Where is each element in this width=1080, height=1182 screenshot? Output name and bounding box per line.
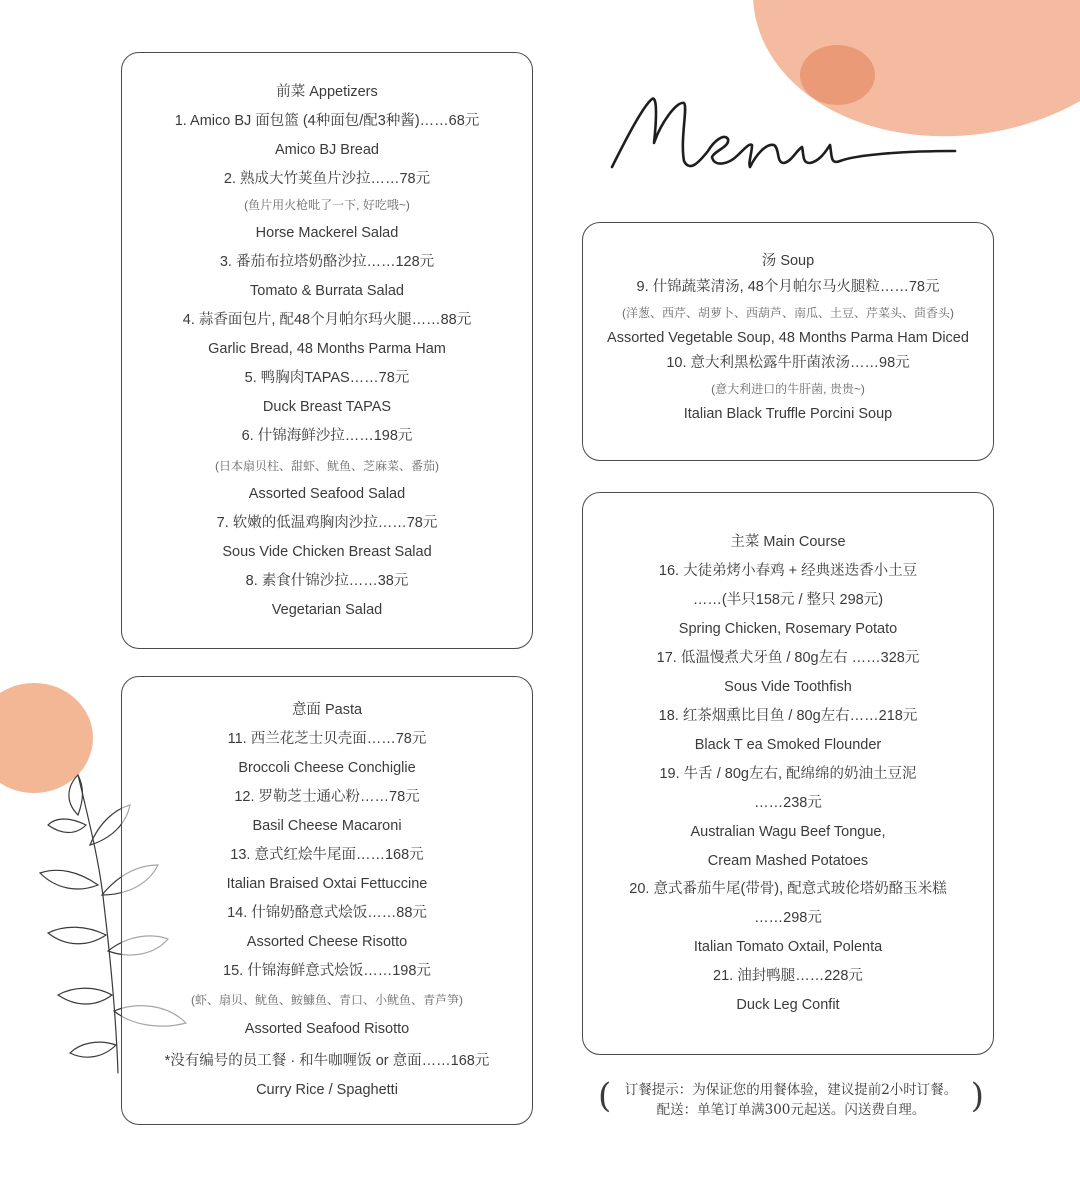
booking-notice [598,1078,984,1122]
soup-heading: 汤 Soup [761,253,815,269]
menu-item: Sous Vide Toothfish [724,679,852,695]
menu-item: 9. 什锦蔬菜清汤, 48个月帕尔马火腿粒……78元 [636,279,940,295]
menu-item: Sous Vide Chicken Breast Salad [222,544,432,560]
menu-item: 13. 意式红烩牛尾面……168元 [230,847,424,863]
menu-item: Basil Cheese Macaroni [252,818,402,834]
right-parenthesis: ) [970,1076,984,1116]
menu-item: Duck Leg Confit [736,997,840,1013]
menu-item: Spring Chicken, Rosemary Potato [678,621,898,637]
main-course-heading: 主菜 Main Course [730,534,846,550]
menu-item: 21. 油封鸭腿……228元 [713,968,863,984]
main-course-card [582,492,994,1055]
menu-item: Italian Braised Oxtai Fettuccine [226,876,428,892]
menu-item: Garlic Bread, 48 Months Parma Ham [208,341,446,357]
menu-item: Italian Black Truffle Porcini Soup [683,406,893,422]
menu-item: 7. 软嫩的低温鸡胸肉沙拉……78元 [216,515,438,531]
menu-note: (意大利进口的牛肝菌, 贵贵~) [711,382,865,396]
menu-item: 12. 罗勒芝士通心粉……78元 [234,789,420,805]
menu-item: 6. 什锦海鲜沙拉……198元 [241,428,413,444]
menu-item: Amico BJ Bread [275,142,379,158]
appetizers-heading: 前菜 Appetizers [276,84,378,100]
menu-item: *没有编号的员工餐 · 和牛咖喱饭 or 意面……168元 [164,1053,490,1069]
menu-item: Assorted Cheese Risotto [246,934,408,950]
menu-item: 11. 西兰花芝士贝壳面……78元 [227,731,427,747]
menu-item: Black T ea Smoked Flounder [694,737,882,753]
menu-item: 2. 熟成大竹荚鱼片沙拉……78元 [223,171,431,187]
menu-item: 10. 意大利黑松露牛肝菌浓汤……98元 [666,355,910,371]
menu-item: Italian Tomato Oxtail, Polenta [693,939,883,955]
menu-item: 14. 什锦奶酪意式烩饭……88元 [227,905,427,921]
menu-item: Vegetarian Salad [271,602,383,618]
booking-tip: 订餐提示：为保证您的用餐体验，建议提前2小时订餐。 [624,1082,958,1098]
menu-item: 16. 大徒弟烤小春鸡 + 经典迷迭香小土豆 [658,563,918,579]
menu-item: 1. Amico BJ 面包篮 (4种面包/配3种酱)……68元 [174,113,480,129]
menu-item: ……298元 [754,910,822,926]
menu-item: Assorted Vegetable Soup, 48 Months Parma Ham Diced [607,330,969,346]
menu-item: 20. 意式番茄牛尾(带骨), 配意式玻伦塔奶酪玉米糕 [629,881,947,897]
menu-item: ……238元 [754,795,822,811]
menu-item: 19. 牛舌 / 80g左右, 配绵绵的奶油土豆泥 [659,766,917,782]
left-parenthesis: ( [598,1076,612,1116]
menu-item: Tomato & Burrata Salad [250,283,404,299]
menu-item: Curry Rice / Spaghetti [256,1082,398,1098]
menu-item: 8. 素食什锦沙拉……38元 [245,573,409,589]
pasta-heading: 意面 Pasta [291,702,363,718]
soup-card [582,222,994,461]
menu-item: ……(半只158元 / 整只 298元) [692,592,884,608]
appetizers-card [121,52,533,649]
menu-note: (日本扇贝柱、甜虾、鱿鱼、芝麻菜、番茄) [215,459,439,473]
menu-note: (鱼片用火枪吡了一下, 好吃哦~) [244,198,410,212]
menu-item: Duck Breast TAPAS [262,399,392,415]
menu-item: Cream Mashed Potatoes [707,853,869,869]
menu-item: Broccoli Cheese Conchiglie [238,760,416,776]
menu-item: 17. 低温慢煮犬牙鱼 / 80g左右 ……328元 [656,650,920,666]
menu-item: Assorted Seafood Risotto [244,1021,410,1037]
pasta-card [121,676,533,1125]
menu-item: 4. 蒜香面包片, 配48个月帕尔玛火腿……88元 [182,312,472,328]
menu-item: Assorted Seafood Salad [248,486,406,502]
menu-note: (虾、扇贝、鱿鱼、鮟鱇鱼、青口、小鱿鱼、青芦笋) [191,993,463,1007]
menu-item: Australian Wagu Beef Tongue, [690,824,886,840]
menu-note: (洋葱、西芹、胡萝卜、西葫芦、南瓜、土豆、芹菜头、茴香头) [622,306,954,320]
menu-item: 15. 什锦海鲜意式烩饭……198元 [223,963,431,979]
menu-item: 3. 番茄布拉塔奶酪沙拉……128元 [219,254,435,270]
menu-item: Horse Mackerel Salad [255,225,399,241]
menu-item: 5. 鸭胸肉TAPAS……78元 [244,370,410,386]
delivery-tip: 配送：单笔订单满300元起送。闪送费自理。 [656,1102,926,1118]
menu-item: 18. 红茶烟熏比目鱼 / 80g左右……218元 [658,708,918,724]
menu-script-title [600,85,970,195]
